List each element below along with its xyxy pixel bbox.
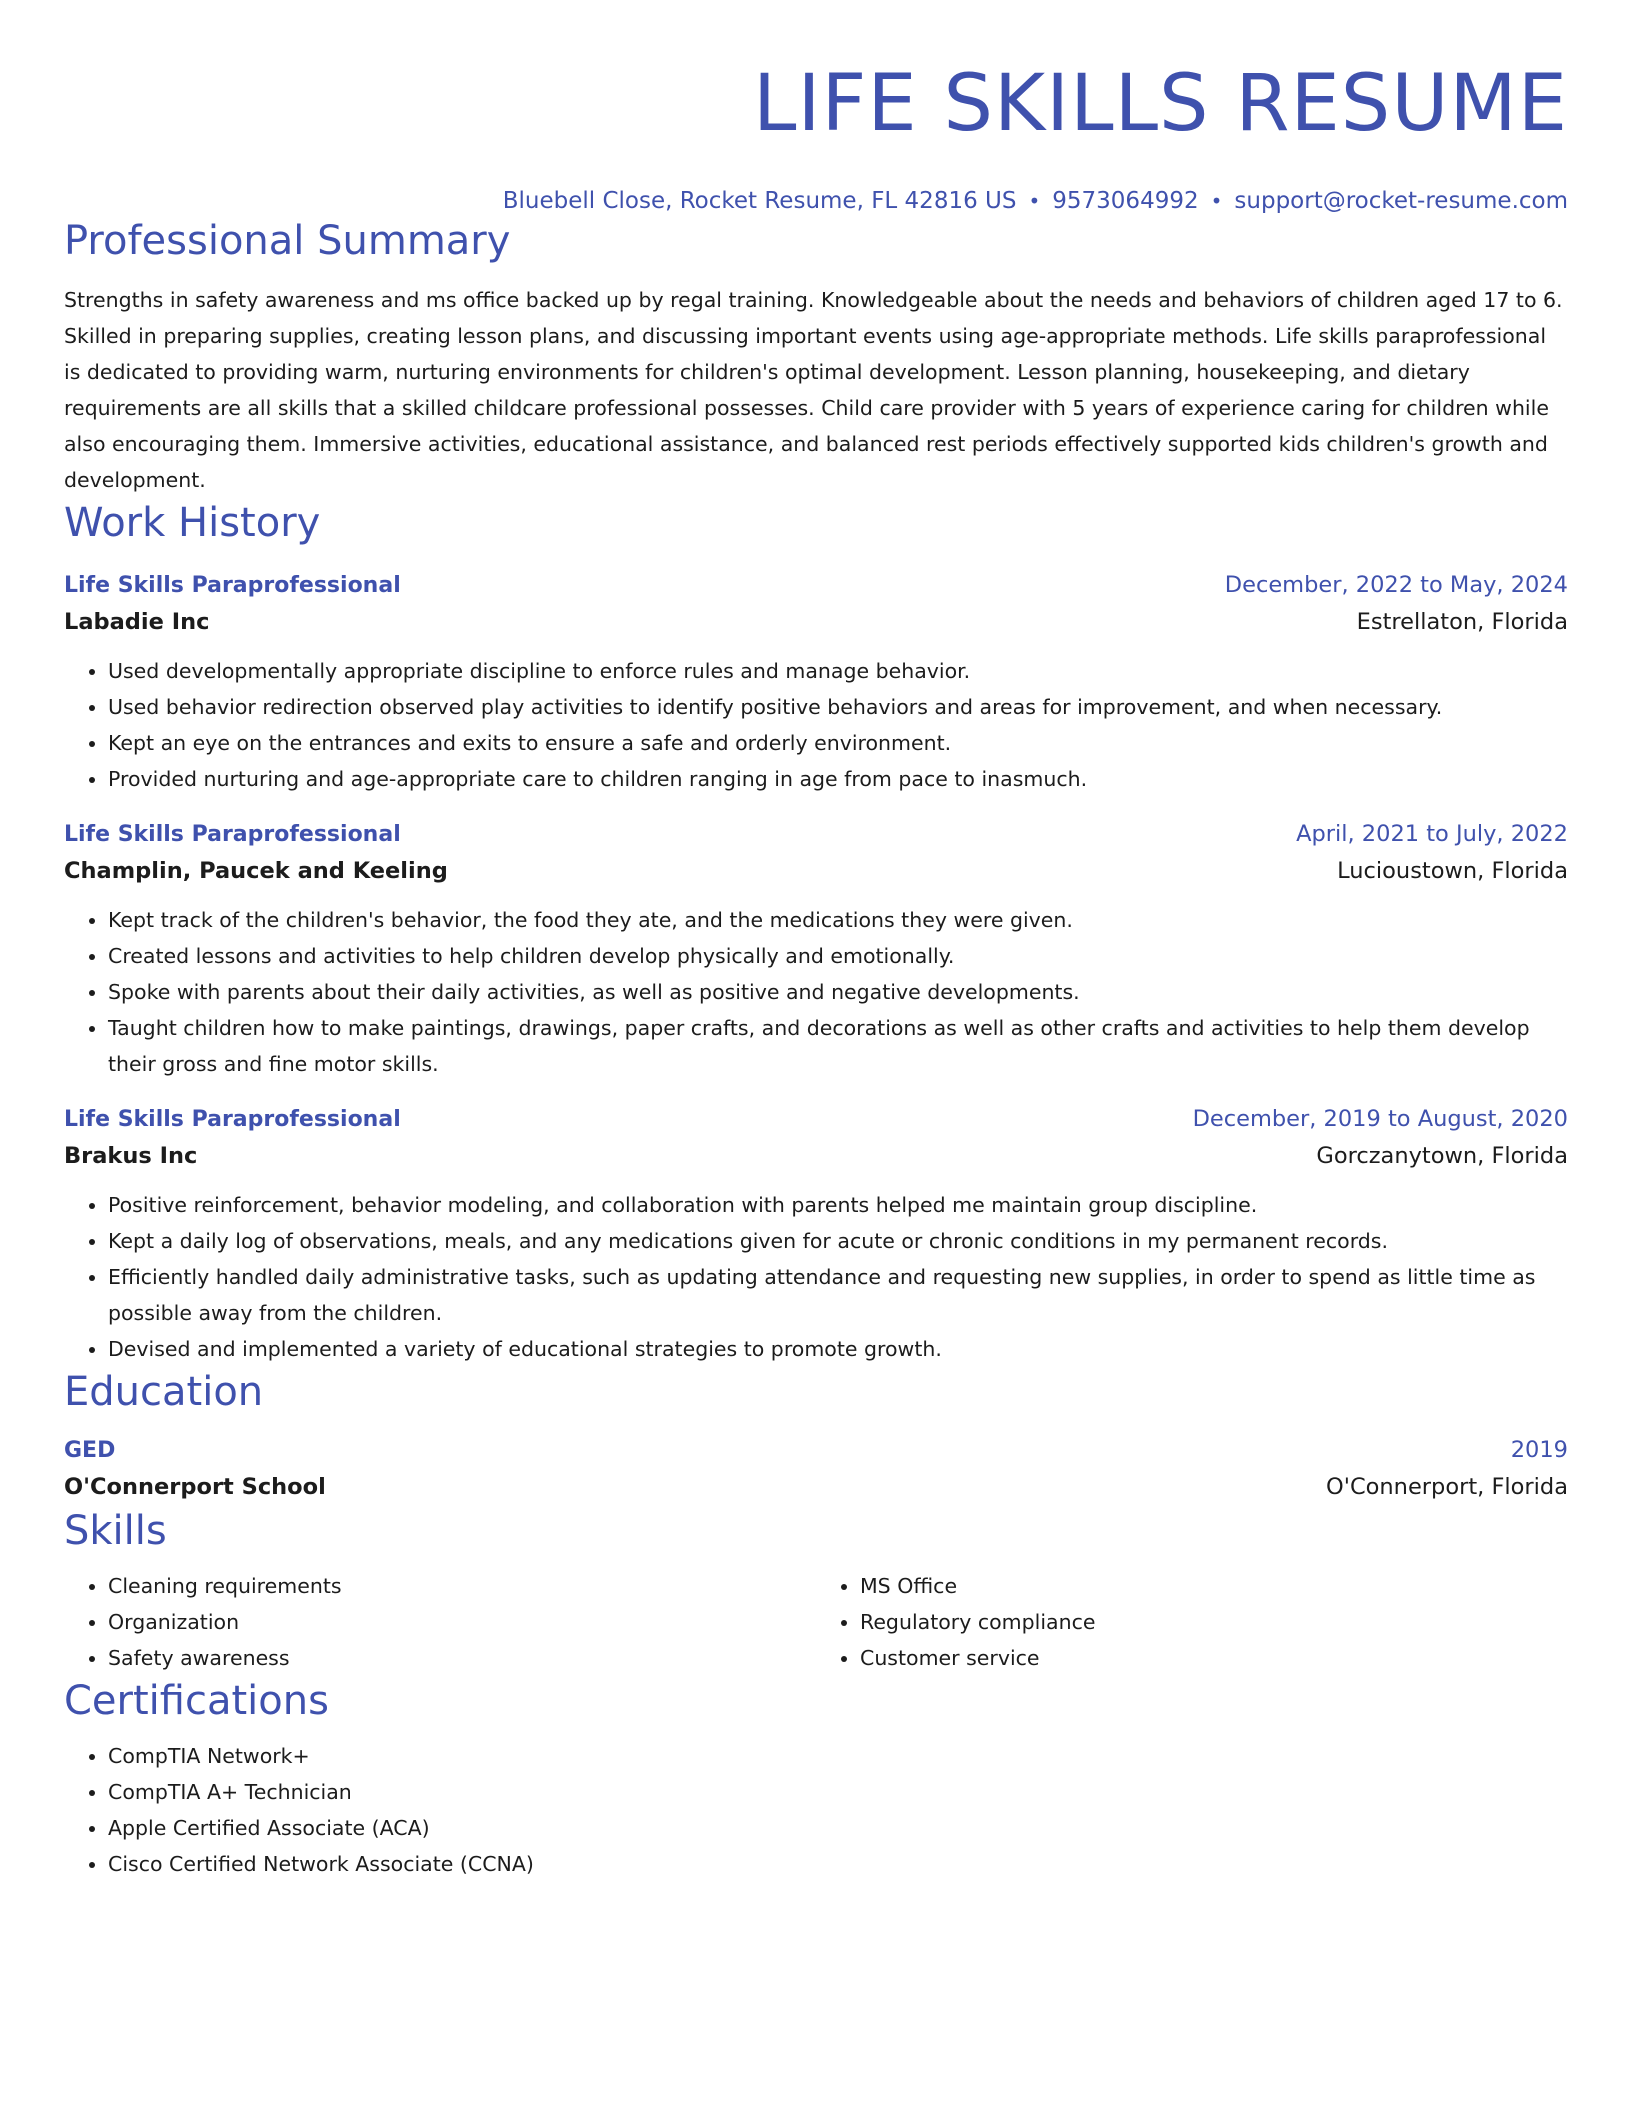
job-location: Gorczanytown, Florida (1316, 1143, 1568, 1169)
job-dates: April, 2021 to July, 2022 (1296, 821, 1568, 847)
resume-title: LIFE SKILLS RESUME (753, 59, 1568, 149)
skill-item: • Customer service (860, 1640, 1568, 1676)
job-role: Life Skills Paraprofessional (64, 822, 401, 847)
section-heading-work-history: Work History (64, 500, 321, 546)
section-heading-skills: Skills (64, 1508, 167, 1554)
job-bullet: • Devised and implemented a variety of educational strategies to promote growth. (108, 1331, 1568, 1367)
skill-item: • MS Office (860, 1568, 1568, 1604)
education-location: O'Connerport, Florida (1326, 1474, 1568, 1500)
certifications-list (64, 1738, 1568, 1882)
job-bullet: • Efficiently handled daily administrative tasks, such as updating attendance and requesting new supplies, in order to spend as little time as possible away from the children. (108, 1259, 1568, 1331)
job-bullet: • Taught children how to make paintings, drawings, paper crafts, and decorations as well as other crafts and activities to help them develop their gross and fine motor skills. (108, 1010, 1568, 1082)
job-bullet: • Used behavior redirection observed play activities to identify positive behaviors and areas for improvement, and when necessary. (108, 689, 1568, 725)
certification-item: • Cisco Certified Network Associate (CCNA) (108, 1846, 1568, 1882)
contact-address: Bluebell Close, Rocket Resume, FL 42816 US (502, 188, 1017, 214)
education-degree: GED (64, 1438, 116, 1463)
job-dates: December, 2022 to May, 2024 (1224, 572, 1568, 598)
skill-item: • Safety awareness (108, 1640, 816, 1676)
job-bullet: • Kept a daily log of observations, meals, and any medications given for acute or chronic conditions in my permanent records. (108, 1223, 1568, 1259)
job-location: Estrellaton, Florida (1356, 609, 1568, 635)
job-bullets (64, 1187, 1568, 1367)
section-heading-summary: Professional Summary (64, 218, 511, 264)
contact-line (64, 186, 1568, 216)
certification-item: • Apple Certified Associate (ACA) (108, 1810, 1568, 1846)
job-bullet: • Created lessons and activities to help children develop physically and emotionally. (108, 938, 1568, 974)
education-school: O'Connerport School (64, 1474, 326, 1500)
job-bullet: • Positive reinforcement, behavior modeling, and collaboration with parents helped me maintain group discipline. (108, 1187, 1568, 1223)
contact-separator: • (1210, 189, 1223, 213)
summary-text: Strengths in safety awareness and ms office backed up by regal training. Knowledgeable about the needs and behaviors of children aged 17 to 6. Skilled in preparing supplies, creating lesson plans, and discussing important events using age-appropriate methods. Life skills paraprofessional is dedicated to providing warm, nurturing environments for children's optimal development. Lesson planning, housekeeping, and dietary requirements are all skills that a skilled childcare professional possesses. Child care provider with 5 years of experience caring for children while also encouraging them. Immersive activities, educational assistance, and balanced rest periods effectively supported kids children's growth and development. (64, 288, 1563, 492)
job-entry (64, 1102, 1568, 1367)
job-entry (64, 568, 1568, 797)
job-bullet: • Kept track of the children's behavior, the food they ate, and the medications they were given. (108, 902, 1568, 938)
job-company: Champlin, Paucek and Keeling (64, 858, 448, 884)
job-entry (64, 817, 1568, 1082)
contact-phone: 9573064992 (1052, 188, 1199, 214)
job-role: Life Skills Paraprofessional (64, 1107, 401, 1132)
contact-email: support@rocket-resume.com (1234, 188, 1568, 214)
job-company: Brakus Inc (64, 1143, 198, 1169)
section-heading-certifications: Certifications (64, 1678, 329, 1724)
job-role: Life Skills Paraprofessional (64, 573, 401, 598)
job-location: Lucioustown, Florida (1337, 858, 1568, 884)
education-entry (64, 1433, 1568, 1506)
job-bullet: • Kept an eye on the entrances and exits to ensure a safe and orderly environment. (108, 725, 1568, 761)
contact-separator: • (1028, 189, 1041, 213)
job-company: Labadie Inc (64, 609, 210, 635)
education-year: 2019 (1510, 1437, 1568, 1463)
job-bullets (64, 653, 1568, 797)
skill-item: • Organization (108, 1604, 816, 1640)
section-heading-education: Education (64, 1369, 264, 1415)
resume-page (64, 0, 1568, 1882)
job-bullet: • Used developmentally appropriate discipline to enforce rules and manage behavior. (108, 653, 1568, 689)
skills-list-left (64, 1568, 816, 1676)
skills-columns (64, 1568, 1568, 1676)
job-bullet: • Spoke with parents about their daily activities, as well as positive and negative developments. (108, 974, 1568, 1010)
certification-item: • CompTIA Network+ (108, 1738, 1568, 1774)
certification-item: • CompTIA A+ Technician (108, 1774, 1568, 1810)
job-bullet: • Provided nurturing and age-appropriate care to children ranging in age from pace to inasmuch. (108, 761, 1568, 797)
skill-item: • Cleaning requirements (108, 1568, 816, 1604)
skills-list-right (816, 1568, 1568, 1676)
job-dates: December, 2019 to August, 2020 (1192, 1106, 1568, 1132)
skill-item: • Regulatory compliance (860, 1604, 1568, 1640)
job-bullets (64, 902, 1568, 1082)
